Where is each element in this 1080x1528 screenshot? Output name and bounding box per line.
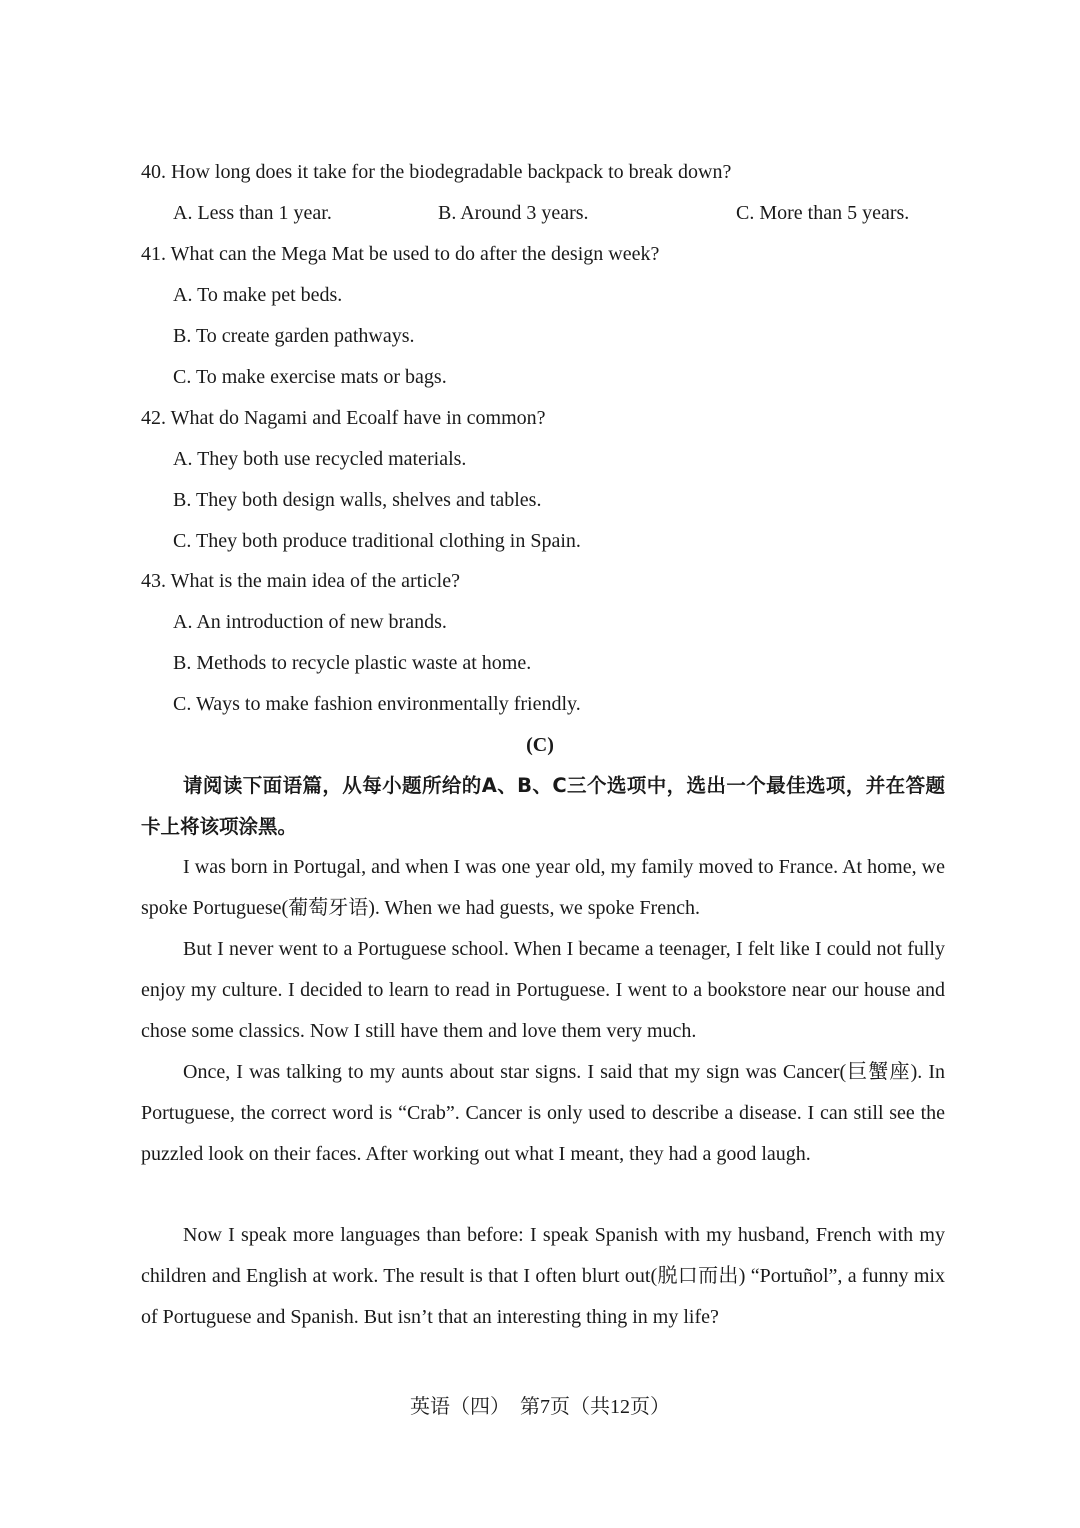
question-41-option-a: A. To make pet beds. xyxy=(173,284,343,306)
question-41-option-b: B. To create garden pathways. xyxy=(173,325,415,347)
question-43-option-a: A. An introduction of new brands. xyxy=(173,611,447,633)
passage-paragraph-2: But I never went to a Portuguese school. When I became a teenager, I felt like I could not fully enjoy my culture. I decided to learn to read in Portuguese. I went to a bookstore near our house and chose some classics. Now I still have them and love them very much. xyxy=(141,938,945,1042)
question-40-stem: 40. How long does it take for the biodegradable backpack to break down? xyxy=(141,161,732,183)
question-41-stem: 41. What can the Mega Mat be used to do after the design week? xyxy=(141,243,660,265)
section-instruction: 请阅读下面语篇，从每小题所给的A、B、C三个选项中，选出一个最佳选项，并在答题卡上将该项涂黑。 xyxy=(141,774,945,838)
question-43-option-c: C. Ways to make fashion environmentally friendly. xyxy=(173,693,581,715)
passage-paragraph-4: Now I speak more languages than before: I speak Spanish with my husband, French with my children and English at work. The result is that I often blurt out(脱口而出) “Portuñol”, a funny mix of Portuguese and Spanish. But isn’t that an interesting thing in my life? xyxy=(141,1224,945,1328)
question-42-stem: 42. What do Nagami and Ecoalf have in common? xyxy=(141,407,546,429)
question-42-option-a: A. They both use recycled materials. xyxy=(173,448,467,470)
passage-paragraph-1: I was born in Portugal, and when I was one year old, my family moved to France. At home, we spoke Portuguese(葡萄牙语). When we had guests, we spoke French. xyxy=(141,856,945,919)
question-43-stem: 43. What is the main idea of the article? xyxy=(141,570,460,592)
section-heading: (C) xyxy=(526,734,554,756)
question-40-option-b: B. Around 3 years. xyxy=(438,202,589,224)
question-40-option-a: A. Less than 1 year. xyxy=(173,202,332,224)
question-43-option-b: B. Methods to recycle plastic waste at home. xyxy=(173,652,532,674)
question-42-option-c: C. They both produce traditional clothing in Spain. xyxy=(173,530,581,552)
question-40-option-c: C. More than 5 years. xyxy=(736,202,910,224)
question-42-option-b: B. They both design walls, shelves and tables. xyxy=(173,489,542,511)
passage-paragraph-3: Once, I was talking to my aunts about star signs. I said that my sign was Cancer(巨蟹座). In Portuguese, the correct word is “Crab”. Cancer is only used to describe a disease. I can still see the puzzled look on their faces. After working out what I meant, they had a good laugh. xyxy=(141,1061,945,1165)
page-footer: 英语（四） 第7页（共12页） xyxy=(410,1396,670,1418)
question-41-option-c: C. To make exercise mats or bags. xyxy=(173,366,447,388)
